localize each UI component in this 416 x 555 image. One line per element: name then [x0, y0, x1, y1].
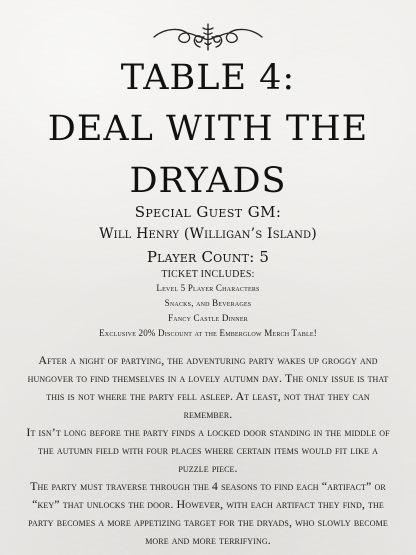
ticket-item: Fancy Castle Dinner: [168, 313, 248, 323]
description-paragraph: After a night of partying, the adventuring party wakes up groggy and hungover to find themselves in a lovely autumn day. The only issue is that this is not where the party fell asleep. At least, not that they can remember.: [27, 353, 389, 421]
ticket-item: Exclusive 20% Discount at the Emberglow Merch Table!: [99, 328, 317, 338]
description-paragraph: The party must traverse through the 4 seasons to find each “artifact” or “key” that unlocks the door. However, with each artifact they find, the party becomes a more appetizing target for the dryads, who slowly become more and more terrifying.: [28, 479, 388, 547]
ticket-item: Snacks, and Beverages: [164, 298, 252, 308]
guest-gm-name: Will Henry (Willigan’s Island): [99, 226, 317, 242]
event-title-line-1: TABLE 4:: [120, 58, 296, 98]
ticket-item: Level 5 Player Characters: [156, 283, 260, 293]
special-guest-label: Special Guest GM:: [134, 203, 282, 221]
event-title-line-2: DEAL WITH THE: [47, 109, 369, 149]
player-count: Player Count: 5: [146, 248, 270, 266]
ticket-includes-section: [0, 269, 416, 341]
flourish-monogram-ornament-icon: [148, 20, 268, 54]
ticket-includes-heading: TICKET INCLUDES:: [161, 269, 255, 280]
description-paragraph: It isn’t long before the party finds a locked door standing in the middle of the autumn field with four places where certain items would fit like a puzzle piece.: [26, 425, 390, 475]
event-description: [24, 351, 392, 549]
event-title-line-3: DRYADS: [129, 161, 287, 201]
